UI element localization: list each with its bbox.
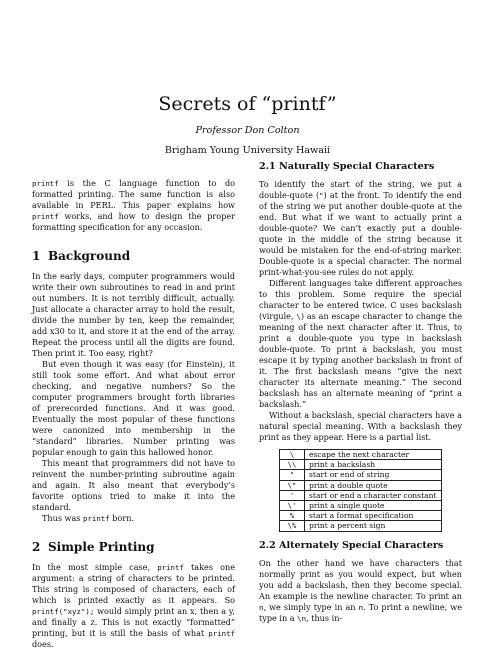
background-paragraph-3: This meant that programmers did not have to reinvent the number-printing subroutine again and again. It also meant that everybody’s favorite options tried to make it into the standard. [32, 458, 235, 512]
special-character-row [280, 490, 442, 500]
paper-author: Professor Don Colton [195, 125, 300, 136]
special-character-meaning: print a double quote [305, 480, 442, 490]
subsection-heading-alternately-special [259, 540, 462, 552]
special-character-symbol: \\ [280, 460, 305, 470]
paper-title: Secrets of “printf” [158, 93, 337, 115]
text-span: In the most simple case, [32, 562, 158, 572]
section-title: Background [48, 249, 131, 263]
text-span: ) as an escape character to change the meaning of the next character after it. Thus, to print a double-quote you type in backslash double-quote. To print a backslash, you must escape it by typing another backslash in front of it. The first backslash means “give the next character its alternate meaning.” The second backslash has an alternate meaning of “print a backslash.” [259, 311, 462, 409]
special-character-meaning: start or end a character constant [305, 490, 442, 500]
special-character-row [280, 470, 442, 480]
special-character-meaning: print a backslash [305, 460, 442, 470]
special-character-symbol: \% [280, 521, 305, 531]
text-span: Different languages take different approaches to this problem. Some require the special character to be entered twice. C uses backslash (virgule, [259, 278, 462, 321]
background-paragraph-1: In the early days, computer programmers would write their own subroutines to read in and print out numbers. It is not terribly difficult, actually. Just allocate a character array to hold the result, divide the number by ten, keep the remainder, add x30 to it, and store it at the end of the array. Repeat the process until all the digits are found. Then print it. Too easy, right? [32, 271, 235, 358]
section-heading-background [32, 249, 235, 263]
code-backslash: \ [296, 312, 301, 321]
naturally-special-paragraph-2 [259, 278, 462, 410]
subsection-title: Naturally Special Characters [279, 161, 435, 172]
section-number: 2 [32, 540, 41, 554]
special-character-row [280, 501, 442, 511]
special-character-row [280, 460, 442, 470]
text-span: To identify the start of the string, we put a double-quote ( [259, 179, 462, 200]
subsection-number: 2.1 [259, 161, 276, 172]
left-column [32, 178, 235, 650]
special-character-meaning: escape the next character [305, 450, 442, 460]
special-character-row [280, 450, 442, 460]
special-character-meaning: start or end of string [305, 470, 442, 480]
text-span: On the other hand we have characters that normally print as you would expect, but when you add a backslash, then they become special. An example is the newline character. To print an [259, 557, 462, 601]
special-characters-table [279, 449, 442, 532]
text-span: Thus was [42, 513, 84, 523]
code-printf: printf [32, 212, 59, 221]
subsection-title: Alternately Special Characters [279, 539, 444, 551]
special-character-meaning: print a single quote [305, 501, 442, 511]
special-character-row [280, 521, 442, 531]
code-n: n [358, 602, 364, 612]
special-character-row [280, 480, 442, 490]
intro-text: works, and how to design the proper formatting specification for any occasion. [32, 211, 235, 232]
code-printf: printf [208, 629, 235, 638]
special-characters-table-body [280, 450, 442, 532]
special-character-meaning: print a percent sign [305, 521, 442, 531]
code-example: printf("xyz"); [32, 607, 95, 616]
background-paragraph-2: But even though it was easy (for Einstein), it still took some effort. And what about error checking, and negative numbers? So the computer programmers brought forth libraries of prerecorded functions. And it was good. Eventually the most popular of these functions were canonized into membership in the “standard” libraries. Number printing was popular enough to gain this hallowed honor. [32, 359, 235, 457]
right-column [259, 161, 462, 624]
section-number: 1 [32, 249, 41, 263]
special-character-symbol: % [280, 511, 305, 521]
special-character-meaning: start a format specification [305, 511, 442, 521]
paper-affiliation: Brigham Young University Hawaii [164, 145, 331, 156]
intro-text: is the C language function to do formatted printing. The same function is also available in PERL. This paper explains how [32, 178, 235, 210]
alternately-special-paragraph [259, 558, 462, 624]
code-newline: \n [297, 613, 307, 623]
text-span: born. [109, 513, 135, 523]
special-character-row [280, 511, 442, 521]
section-heading-simple-printing [32, 540, 235, 554]
code-n: n [259, 602, 264, 612]
special-character-symbol: " [280, 470, 305, 480]
text-span: . To print a newline, we type in a [259, 601, 462, 623]
subsection-number: 2.2 [259, 539, 276, 551]
naturally-special-paragraph-3: Without a backslash, special characters have a natural special meaning. With a backslash they print as they appear. Here is a partial list. [259, 410, 462, 442]
text-span: ) at the front. To identify the end of the string we put another double-quote at the end. But what if we want to actually print a double-quote? We can’t exactly put a double-quote in the middle of the string because it would be mistaken for the end-of-string marker. Double-quote is a special character. The normal print-what-you-see rules do not apply. [259, 190, 462, 277]
special-character-symbol: \' [280, 501, 305, 511]
text-span: does. [32, 639, 54, 649]
text-span: , we simply type in an [263, 601, 359, 612]
simple-printing-paragraph [32, 562, 235, 650]
code-printf: printf [83, 514, 110, 523]
code-quote: " [319, 191, 324, 200]
text-span: , thus in- [306, 612, 343, 623]
code-printf: printf [157, 563, 184, 572]
intro-paragraph [32, 178, 235, 233]
special-character-symbol: \" [280, 480, 305, 490]
special-character-symbol: ' [280, 490, 305, 500]
section-title: Simple Printing [48, 540, 155, 554]
text-span: would simply print an x, then a y, and finally a z. This is not exactly “formatted” printing, but it is still the basis of what [32, 606, 235, 638]
background-paragraph-4 [32, 513, 235, 524]
naturally-special-paragraph-1 [259, 179, 462, 278]
code-printf: printf [32, 179, 59, 188]
subsection-heading-naturally-special [259, 161, 462, 173]
special-character-symbol: \ [280, 450, 305, 460]
text-span: takes one argument: a string of characters to be printed. This string is composed of characters, each of which is printed exactly as it appears. So [32, 562, 235, 605]
